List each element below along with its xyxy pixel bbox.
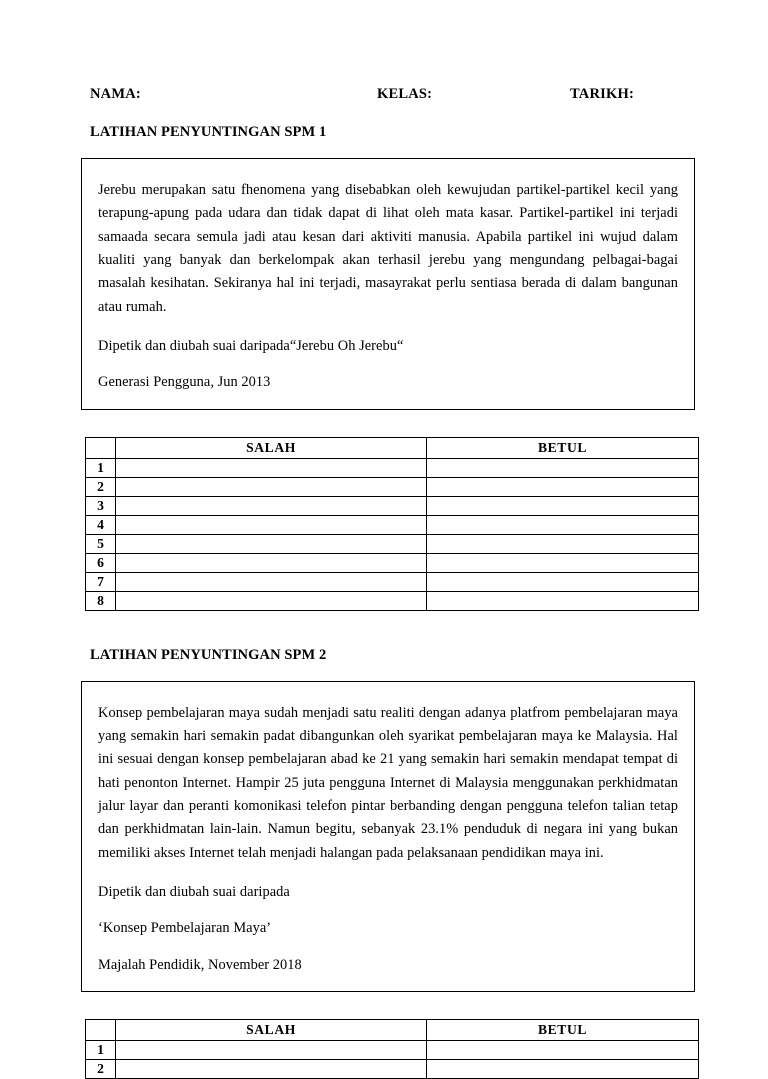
- betul-answer-cell[interactable]: [427, 458, 699, 477]
- section-title-2: LATIHAN PENYUNTINGAN SPM 2: [90, 646, 327, 663]
- passage-box-2: [81, 681, 695, 992]
- betul-answer-cell[interactable]: [427, 591, 699, 610]
- student-info-header: [81, 86, 695, 110]
- table-header-row: [86, 437, 699, 458]
- salah-answer-cell[interactable]: [116, 591, 427, 610]
- salah-answer-cell[interactable]: [116, 534, 427, 553]
- salah-answer-cell[interactable]: [116, 515, 427, 534]
- salah-answer-cell[interactable]: [116, 1040, 427, 1059]
- section-title-1: LATIHAN PENYUNTINGAN SPM 1: [90, 124, 327, 140]
- salah-answer-cell[interactable]: [116, 496, 427, 515]
- attribution-line-1-1: Dipetik dan diubah suai daripada“Jerebu Oh Jerebu“: [98, 337, 404, 354]
- attribution-line-2-1: Dipetik dan diubah suai daripada: [98, 883, 290, 900]
- betul-answer-cell[interactable]: [427, 477, 699, 496]
- passage-box-1: [81, 158, 695, 410]
- row-number: 2: [86, 1059, 116, 1078]
- row-number: 2: [86, 477, 116, 496]
- table-row[interactable]: [86, 534, 699, 553]
- betul-answer-cell[interactable]: [427, 496, 699, 515]
- answer-table-1[interactable]: [85, 437, 699, 611]
- table-row[interactable]: [86, 496, 699, 515]
- salah-answer-cell[interactable]: [116, 458, 427, 477]
- betul-answer-cell[interactable]: [427, 534, 699, 553]
- table-row[interactable]: [86, 458, 699, 477]
- passage-text-1: Jerebu merupakan satu fhenomena yang disebabkan oleh kewujudan partikel-partikel kecil yang terapung-apung pada udara dan tidak dapat di lihat oleh mata kasar. Partikel-partikel ini terjadi samaada secara semula jadi atau kesan dari aktiviti manusia. Apabila partikel ini wujud dalam kualiti yang banyak dan berkelompak akan terhasil jerebu yang mengundang pelbagai-bagai masalah kesihatan. Sekiranya hal ini terjadi, masayrakat perlu sentiasa berada di dalam bangunan atau rumah.: [98, 182, 678, 315]
- betul-answer-cell[interactable]: [427, 572, 699, 591]
- table-row[interactable]: [86, 553, 699, 572]
- page-content: [81, 0, 695, 1079]
- passage-text-2: Konsep pembelajaran maya sudah menjadi satu realiti dengan adanya platfrom pembelajaran maya yang semakin hari semakin padat dibangunkan oleh syarikat pembelajaran maya ke Malaysia. Hal ini sesuai dengan konsep pembelajaran abad ke 21 yang semakin hari semakin mendapat tempat di hati penonton Internet. Hampir 25 juta pengguna Internet di Malaysia menggunakan perkhidmatan jalur layar dan peranti komonikasi telefon pintar berbanding dengan pengguna telefon talian tetap dan perkhidmatan lain-lain. Namun begitu, sebanyak 23.1% penduduk di negara ini yang bukan memiliki akses Internet telah menjadi halangan pada pelaksanaan pendidikan maya ini.: [98, 704, 678, 861]
- salah-column-header: SALAH: [116, 437, 427, 458]
- nama-label: NAMA:: [90, 86, 141, 102]
- row-number: 4: [86, 515, 116, 534]
- attribution-line-1-2: Generasi Pengguna, Jun 2013: [98, 374, 271, 391]
- betul-answer-cell[interactable]: [427, 1059, 699, 1078]
- salah-answer-cell[interactable]: [116, 572, 427, 591]
- attribution-line-2-3: Majalah Pendidik, November 2018: [98, 956, 302, 973]
- row-number: 5: [86, 534, 116, 553]
- row-number: 8: [86, 591, 116, 610]
- betul-answer-cell[interactable]: [427, 515, 699, 534]
- table-row[interactable]: [86, 1059, 699, 1078]
- table-header-row: [86, 1019, 699, 1040]
- table-row[interactable]: [86, 1040, 699, 1059]
- kelas-label: KELAS:: [377, 86, 433, 102]
- betul-column-header: BETUL: [427, 1019, 699, 1040]
- salah-answer-cell[interactable]: [116, 553, 427, 572]
- number-column-header: [86, 1019, 116, 1040]
- row-number: 1: [86, 458, 116, 477]
- betul-column-header: BETUL: [427, 437, 699, 458]
- tarikh-label: TARIKH:: [570, 86, 634, 102]
- salah-answer-cell[interactable]: [116, 1059, 427, 1078]
- table-row[interactable]: [86, 515, 699, 534]
- row-number: 1: [86, 1040, 116, 1059]
- salah-answer-cell[interactable]: [116, 477, 427, 496]
- table-row[interactable]: [86, 591, 699, 610]
- row-number: 7: [86, 572, 116, 591]
- row-number: 6: [86, 553, 116, 572]
- row-number: 3: [86, 496, 116, 515]
- number-column-header: [86, 437, 116, 458]
- attribution-line-2-2: ‘Konsep Pembelajaran Maya’: [98, 920, 272, 937]
- table-row[interactable]: [86, 572, 699, 591]
- salah-column-header: SALAH: [116, 1019, 427, 1040]
- answer-table-2[interactable]: [85, 1019, 699, 1079]
- betul-answer-cell[interactable]: [427, 553, 699, 572]
- table-row[interactable]: [86, 477, 699, 496]
- betul-answer-cell[interactable]: [427, 1040, 699, 1059]
